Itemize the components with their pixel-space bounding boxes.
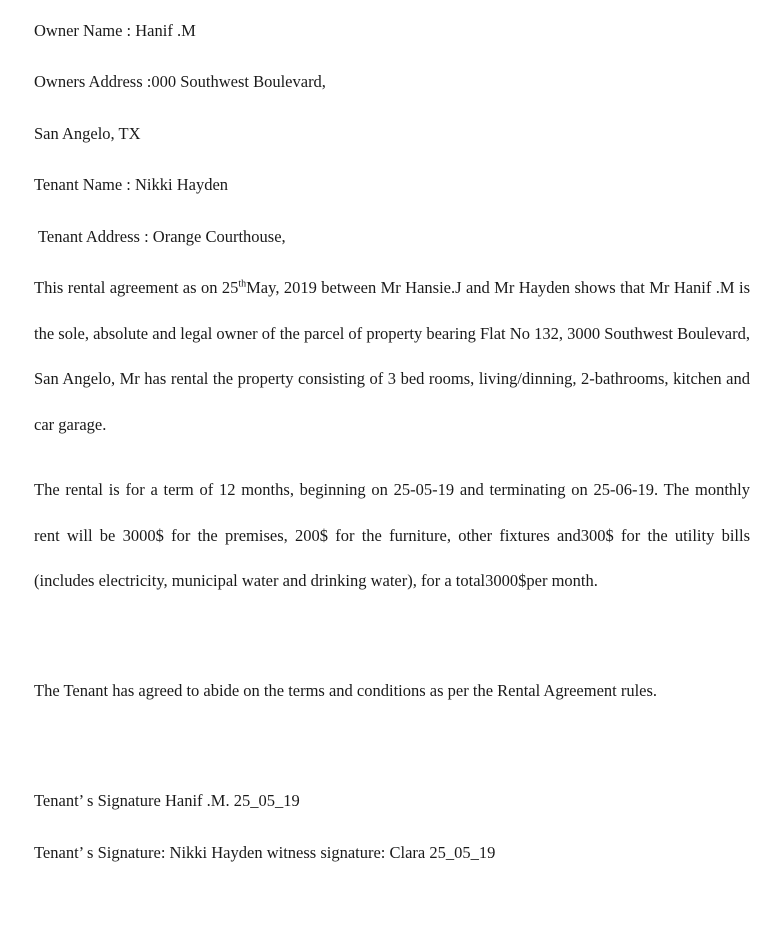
tenant-address: Tenant Address : Orange Courthouse, bbox=[38, 227, 286, 246]
agreement-paragraph-1 bbox=[34, 265, 750, 447]
agreement-paragraph-2: The rental is for a term of 12 months, beginning on 25-05-19 and terminating on 25-06-19. The monthly rent will be 3000$ for the premises, 200$ for the furniture, other fixtures and300$ for the utility bills (includes electricity, municipal water and drinking water), for a total3000$per month. bbox=[34, 480, 750, 590]
tenant-name: Tenant Name : Nikki Hayden bbox=[34, 175, 229, 194]
tenant-signature-line-1: Tenant’ s Signature Hanif .M. 25_05_19 bbox=[34, 791, 300, 810]
agreement-paragraph-3: The Tenant has agreed to abide on the terms and conditions as per the Rental Agreement rules. bbox=[34, 681, 658, 700]
owner-address-line2: San Angelo, TX bbox=[34, 124, 141, 143]
paragraph-1-start: This rental agreement as on 25 bbox=[34, 278, 239, 297]
paragraph-1-rest: May, 2019 between Mr Hansie.J and Mr Hayden shows that Mr Hanif .M is the sole, absolute and legal owner of the parcel of property bearing Flat No 132, 3000 Southwest Boulevard, San Angelo, Mr has rental the property consisting of 3 bed rooms, living/dinning, 2-bathrooms, kitchen and car garage. bbox=[34, 278, 750, 434]
ordinal-suffix: th bbox=[238, 278, 247, 290]
tenant-signature-line-2: Tenant’ s Signature: Nikki Hayden witness signature: Clara 25_05_19 bbox=[34, 843, 496, 862]
owner-name: Owner Name : Hanif .M bbox=[34, 21, 196, 40]
owner-address-line1: Owners Address :000 Southwest Boulevard, bbox=[34, 72, 326, 91]
